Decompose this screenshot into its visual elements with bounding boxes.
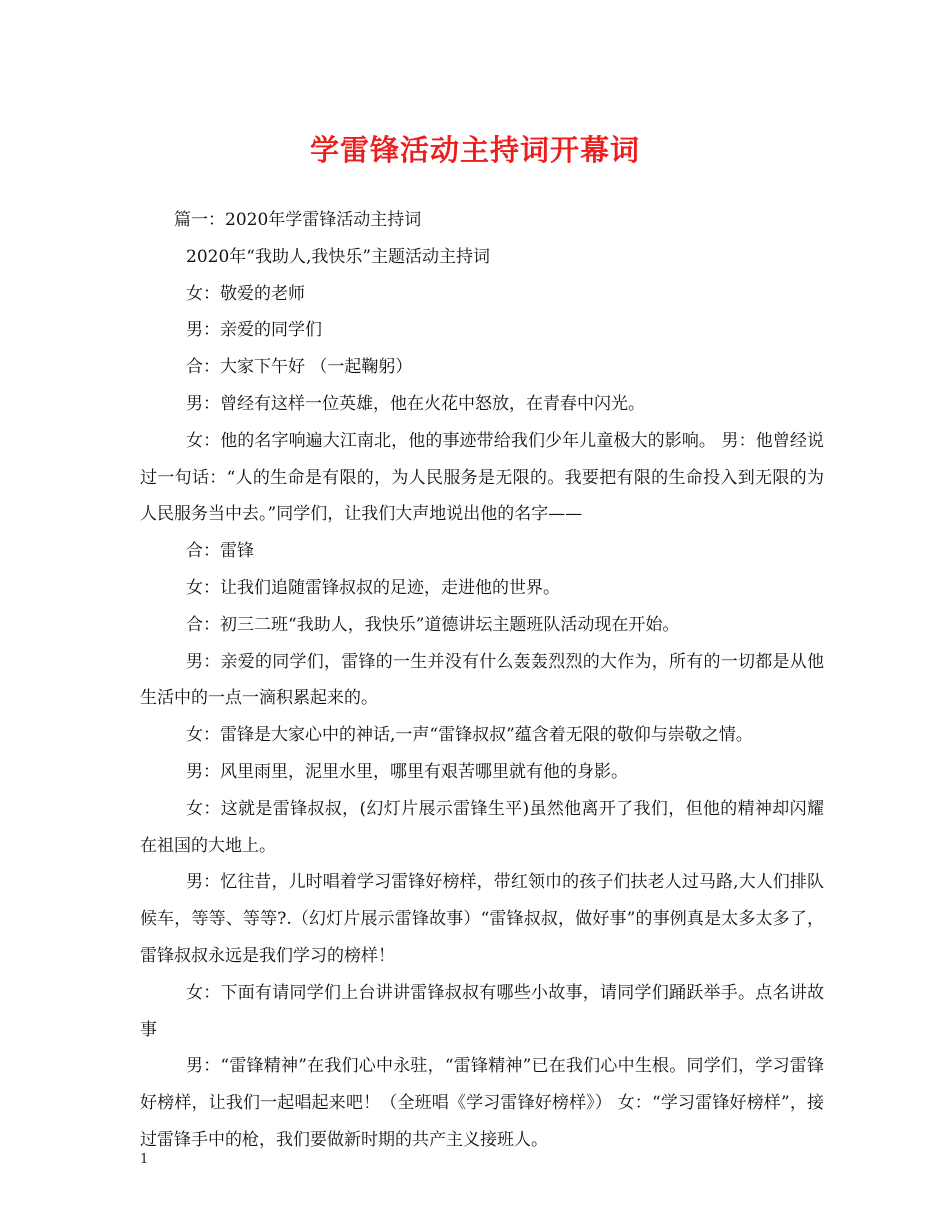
paragraph-2: 2020年“我助人,我快乐”主题活动主持词 [186,246,491,267]
paragraph-14: 女：这就是雷锋叔叔，(幻灯片展示雷锋生平)虽然他离开了我们，但他的精神却闪耀在祖国的大地上。 [140,798,824,856]
document-body [140,202,824,1159]
paragraph-15: 男：忆往昔，儿时唱着学习雷锋好榜样，带红领巾的孩子们扶老人过马路,大人们排队候车，等等、等等?.（幻灯片展示雷锋故事）“雷锋叔叔，做好事”的事例真是太多太多了，雷锋叔叔永远是我们学习的榜样！ [140,872,824,966]
document-title: 学雷锋活动主持词开幕词 [309,133,640,167]
paragraph-16: 女：下面有请同学们上台讲讲雷锋叔叔有哪些小故事，请同学们踊跃举手。点名讲故事 [140,982,824,1040]
paragraph-13: 男：风里雨里，泥里水里，哪里有艰苦哪里就有他的身影。 [186,761,628,782]
paragraph-11: 男：亲爱的同学们，雷锋的一生并没有什么轰轰烈烈的大作为，所有的一切都是从他生活中的一点一滴积累起来的。 [140,651,824,709]
paragraph-1: 篇一：2020年学雷锋活动主持词 [174,210,422,230]
paragraph-10: 合：初三二班“我助人，我快乐”道德讲坛主题班队活动现在开始。 [186,614,680,635]
paragraph-7: 女：他的名字响遍大江南北，他的事迹带给我们少年儿童极大的影响。 男：他曾经说过一句话：“人的生命是有限的，为人民服务是无限的。我要把有限的生命投入到无限的为人民服务当中去。”同学们，让我们大声地说出他的名字—— [140,430,824,525]
paragraph-5: 合：大家下午好 （一起鞠躬） [186,357,413,378]
page-number: 1 [140,1152,149,1167]
paragraph-4: 男：亲爱的同学们 [186,320,322,341]
paragraph-9: 女：让我们追随雷锋叔叔的足迹，走进他的世界。 [186,577,560,598]
paragraph-3: 女：敬爱的老师 [186,283,305,304]
paragraph-12: 女：雷锋是大家心中的神话,一声“雷锋叔叔”蕴含着无限的敬仰与崇敬之情。 [186,725,753,746]
paragraph-8: 合：雷锋 [186,541,254,562]
paragraph-6: 男：曾经有这样一位英雄，他在火花中怒放，在青春中闪光。 [186,393,645,414]
paragraph-17: 男：“雷锋精神”在我们心中永驻，“雷锋精神”已在我们心中生根。同学们，学习雷锋好榜样，让我们一起唱起来吧！（全班唱《学习雷锋好榜样》） 女：“学习雷锋好榜样”，接过雷锋手中的枪，我们要做新时期的共产主义接班人。 [140,1056,824,1150]
